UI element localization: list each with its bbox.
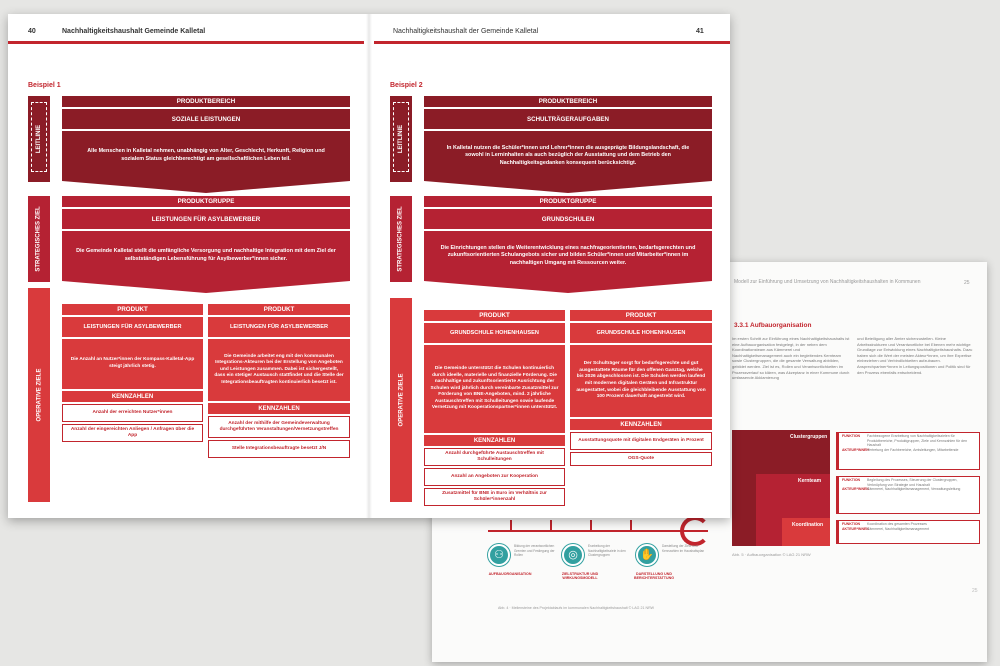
back-text-column-1: Im ersten Schritt zur Einführung eines Nachhaltigkeitshaushalts ist eine Aufbauorganisation festgelegt, in der neben dem Koordinationsteam aus Kämmerei und Nachhaltigkeitsmanagement auch ein begleitendes Kernteam sowie Clustergruppen, die die gesamte Verwaltung abbilden, gebildet werden. Ziel ist es, Rollen und Verantwortlichkeiten im Prozessverlauf so klären, was Akzeptanz in einer Kommune durch umfassende Akklamierung [732,336,850,381]
org-key: AKTEUR*INNEN [842,526,869,531]
side-label-leitlinie: LEITLINIE [390,96,412,182]
org-row-clustergruppen [836,432,980,470]
org-key: FUNKTION [842,522,861,526]
example-1-title: Beispiel 1 [28,82,61,89]
cycle-icon [680,516,710,546]
produkt-text: Die Gemeinde arbeitet eng mit den kommunalen Integrations-Akteuren bei der Erstellung von Angeboten und Leistungen zusammen. Dabei ist sichergestellt, dass ein stetiger Austausch stattfindet und die Stelle der Integrationsbeauftragten kontinuierlich besetzt ist. [208,339,350,401]
kennzahl-item: Anzahl durchgeführte Austauschtreffen mit Schulleitungen [424,448,565,466]
timeline-desc: Erarbeitung der Nachhaltigkeitsziele in den Clustergruppen [588,544,626,557]
produktbereich-name: SCHULTRÄGERAUFGABEN [424,109,712,129]
produktbereich-header: PRODUKTBEREICH [424,96,712,107]
org-value: Kämmerei, Nachhaltigkeitsmanagement, Verwaltungsleitung [867,487,961,492]
org-chart [732,430,980,546]
people-icon: ⚇ [488,544,510,566]
timeline-label: AUFBAUORGANISATION [488,572,532,576]
org-caption: Abb. 5 · Aufbauorganisation © LAG 21 NRW [732,552,811,557]
kennzahl-item: Ausstattungsquote mit digitalen Endgeräten in Prozent [570,432,712,450]
org-value: Vertretung der Fachbereiche, Amtsleitungen, Mitarbeitende [867,447,959,452]
timeline-tick [510,520,512,530]
side-label-strategisches-ziel: STRATEGISCHES ZIEL [28,196,50,282]
produktgruppe-header: PRODUKTGRUPPE [424,196,712,207]
produktbereich-header: PRODUKTBEREICH [62,96,350,107]
timeline-desc: Bildung der verantwortlichen Gremien und Festlegung der Rollen [514,544,555,557]
org-row-koordination [836,520,980,544]
back-header-title: Modell zur Einführung und Umsetzung von Nachhaltigkeitshaushalten in Kommunen [734,279,921,285]
produkt-text: Die Anzahl an Nutzer*innen der Kompass-Kalletal-App steigt jährlich stetig. [62,339,203,389]
produkt-header: PRODUKT [62,304,203,315]
right-page-number: 41 [696,28,704,35]
org-key: AKTEUR*INNEN [842,447,869,452]
left-page-number: 40 [28,28,36,35]
side-label-operative-ziele: OPERATIVE ZIELE [28,288,50,502]
kennzahlen-header: KENNZAHLEN [570,419,712,430]
side-label-operative-ziele: OPERATIVE ZIELE [390,298,412,502]
org-key: AKTEUR*INNEN [842,487,869,492]
back-section-heading: 3.3.1 Aufbauorganisation [734,322,812,329]
back-footer-number: 25 [972,588,978,594]
spread-gutter [366,14,372,518]
timeline-tick [630,520,632,530]
timeline [480,502,720,632]
left-page-title: Nachhaltigkeitshaushalt Gemeinde Kalletal [62,28,206,35]
produktgruppe-name: LEISTUNGEN FÜR ASYLBEWERBER [62,209,350,229]
timeline-line [488,530,708,532]
produkt-text: Der Schulträger sorgt für bedarfsgerechte und gut ausgestattete Räume für den offenen Ganztag, welche bis 2026 abgeschlossen ist. Die Schulen werden laufend mit modernen digitalen Geräten und Infrastruktur ausgestattet, wobei die gleichbleibende Ausstattung von 100 Prozent dauerhaft angestrebt wird. [570,345,712,417]
produkt-name: LEISTUNGEN FÜR ASYLBEWERBER [208,317,350,337]
produktgruppe-header: PRODUKTGRUPPE [62,196,350,207]
kennzahlen-header: KENNZAHLEN [424,435,565,446]
org-label-clustergruppen: Clustergruppen [790,434,828,440]
kennzahl-item: Stelle Integrationsbeauftragte besetzt J/N [208,440,350,458]
example-2-diagram [390,96,712,502]
produkt-text: Die Gemeinde unterstützt die Schulen kontinuierlich durch ideelle, materielle und finanzielle Förderung. Die nachhaltige und zukunftsorientierte Ausrichtung der Schulen wird jährlich durch vereinbarte Zusatzmittel zur Förderung von BNE-Angeboten, mind. 2 jährliche Austauschtreffen mit Schulleitungen sowie laufende Vernetzung mit Kooperationspartner*innen unterstützt. [424,345,565,433]
produkt-name: GRUNDSCHULE HOHENHAUSEN [424,323,565,343]
produkt-header: PRODUKT [570,310,712,321]
leitlinie-text: Alle Menschen in Kalletal nehmen, unabhängig von Alter, Geschlecht, Herkunft, Religion und sozialem Status gleichberechtigt am gesellschaftlichen Leben teil. [87,148,325,162]
produktgruppe-name: GRUNDSCHULEN [424,209,712,229]
right-page-title: Nachhaltigkeitshaushalt der Gemeinde Kalletal [393,28,539,35]
front-spread [8,14,730,518]
kennzahlen-header: KENNZAHLEN [208,403,350,414]
strategisch-text: Die Einrichtungen stellen die Weiterentwicklung eines nachfrageorientierten, bedarfsgerechten und zukunftsorientierten Schulangebots sicher und bilden Schüler*innen und Mitarbeiter*innen im nachhaltigen Umgang mit Ressourcen weiter. [440,244,696,266]
timeline-tick [590,520,592,530]
leitlinie-text: In Kalletal nutzen die Schüler*innen und Lehrer*innen die ausgeprägte Bildungslandschaft, die sowohl in Lerninhalten als auch bezüglich der Ausstattung und dem Betrieb den Nachhaltigkeitsgedanken konsequent berücksichtigt. [446,144,690,166]
kennzahl-item: Anzahl an Angeboten zur Kooperation [424,468,565,486]
kennzahlen-header: KENNZAHLEN [62,391,203,402]
org-value: Begleitung des Prozesses, Steuerung der Clustergruppen, Verknüpfung von Strategie und Haushalt [867,478,958,487]
target-icon: ◎ [562,544,584,566]
produkt-name: LEISTUNGEN FÜR ASYLBEWERBER [62,317,203,337]
side-label-strategisches-ziel: STRATEGISCHES ZIEL [390,196,412,282]
strategisch-text: Die Gemeinde Kalletal stellt die umfängliche Versorgung und nachhaltige Integration mit dem Ziel der selbstständigen Lebensführung für Asylbewerber*innen sicher. [76,248,336,262]
timeline-tick [550,520,552,530]
left-header-rule [8,41,364,44]
back-text-column-2: und Beteiligung aller Ämter sicherzustellen. Kleine Arbeitsstrukturen und Verantwortliche bei Ebenen mehr wichtige Grundlage zur Entwicklung eines Nachhaltigkeitshaushalts. Dazu haben sich die Wert der meisten Akteur*innen, um ihre Expertise einbeziehen und Verbindlichkeiten aufzubauen. Ansprechpartner*innen in Leitungspositionen und Politik sind für den Prozess ebenfalls entscheidend. [857,336,973,375]
timeline-label: DARSTELLUNG UND BERICHTERSTATTUNG [634,572,674,580]
right-header-rule [374,41,730,44]
handshake-icon: ✋ [636,544,658,566]
org-label-kernteam: Kernteam [798,478,822,484]
org-key: FUNKTION [842,478,861,482]
kennzahl-item: Anzahl der eingereichten Anliegen / Anfragen über die App [62,424,203,442]
org-key: FUNKTION [842,434,861,438]
org-row-kernteam [836,476,980,514]
org-label-koordination: Koordination [792,522,824,528]
produkt-header: PRODUKT [208,304,350,315]
back-page-number: 25 [964,280,970,286]
side-label-leitlinie: LEITLINIE [28,96,50,182]
kennzahl-item: Anzahl der mithilfe der Gemeindeverwaltung durchgeführten Veranstaltungen/Vernetzungstreffen [208,416,350,438]
example-1-diagram [28,96,350,502]
timeline-caption: Abb. 4 · Meilensteine des Projektablaufs im kommunalen Nachhaltigkeitshaushalt © LAG 21 NRW [498,606,654,610]
kennzahl-item: Zusatzmittel für BNE in Euro im Verhältnis zur Schüler*innenzahl [424,488,565,506]
timeline-desc: Darstellung der Ziele und Kennzahlen im Haushaltsplan [662,544,705,553]
example-2-title: Beispiel 2 [390,82,423,89]
produktbereich-name: SOZIALE LEISTUNGEN [62,109,350,129]
org-value: Koordination des gesamten Prozesses [867,522,927,526]
produkt-name: GRUNDSCHULE HOHENHAUSEN [570,323,712,343]
timeline-label: ZIELSTRUKTUR UND WIRKUNGSMODELL [561,572,599,580]
produkt-header: PRODUKT [424,310,565,321]
org-value: Fachbezogene Erarbeitung von Nachhaltigkeitszielen für Produktbereiche, Produktgruppen, Ziele und Kennzahlen für den Haushalt [867,434,968,448]
kennzahl-item: OGS-Quote [570,452,712,466]
org-value: Kämmerei, Nachhaltigkeitsmanagement [867,526,930,531]
kennzahl-item: Anzahl der erreichten Nutzer*innen [62,404,203,422]
